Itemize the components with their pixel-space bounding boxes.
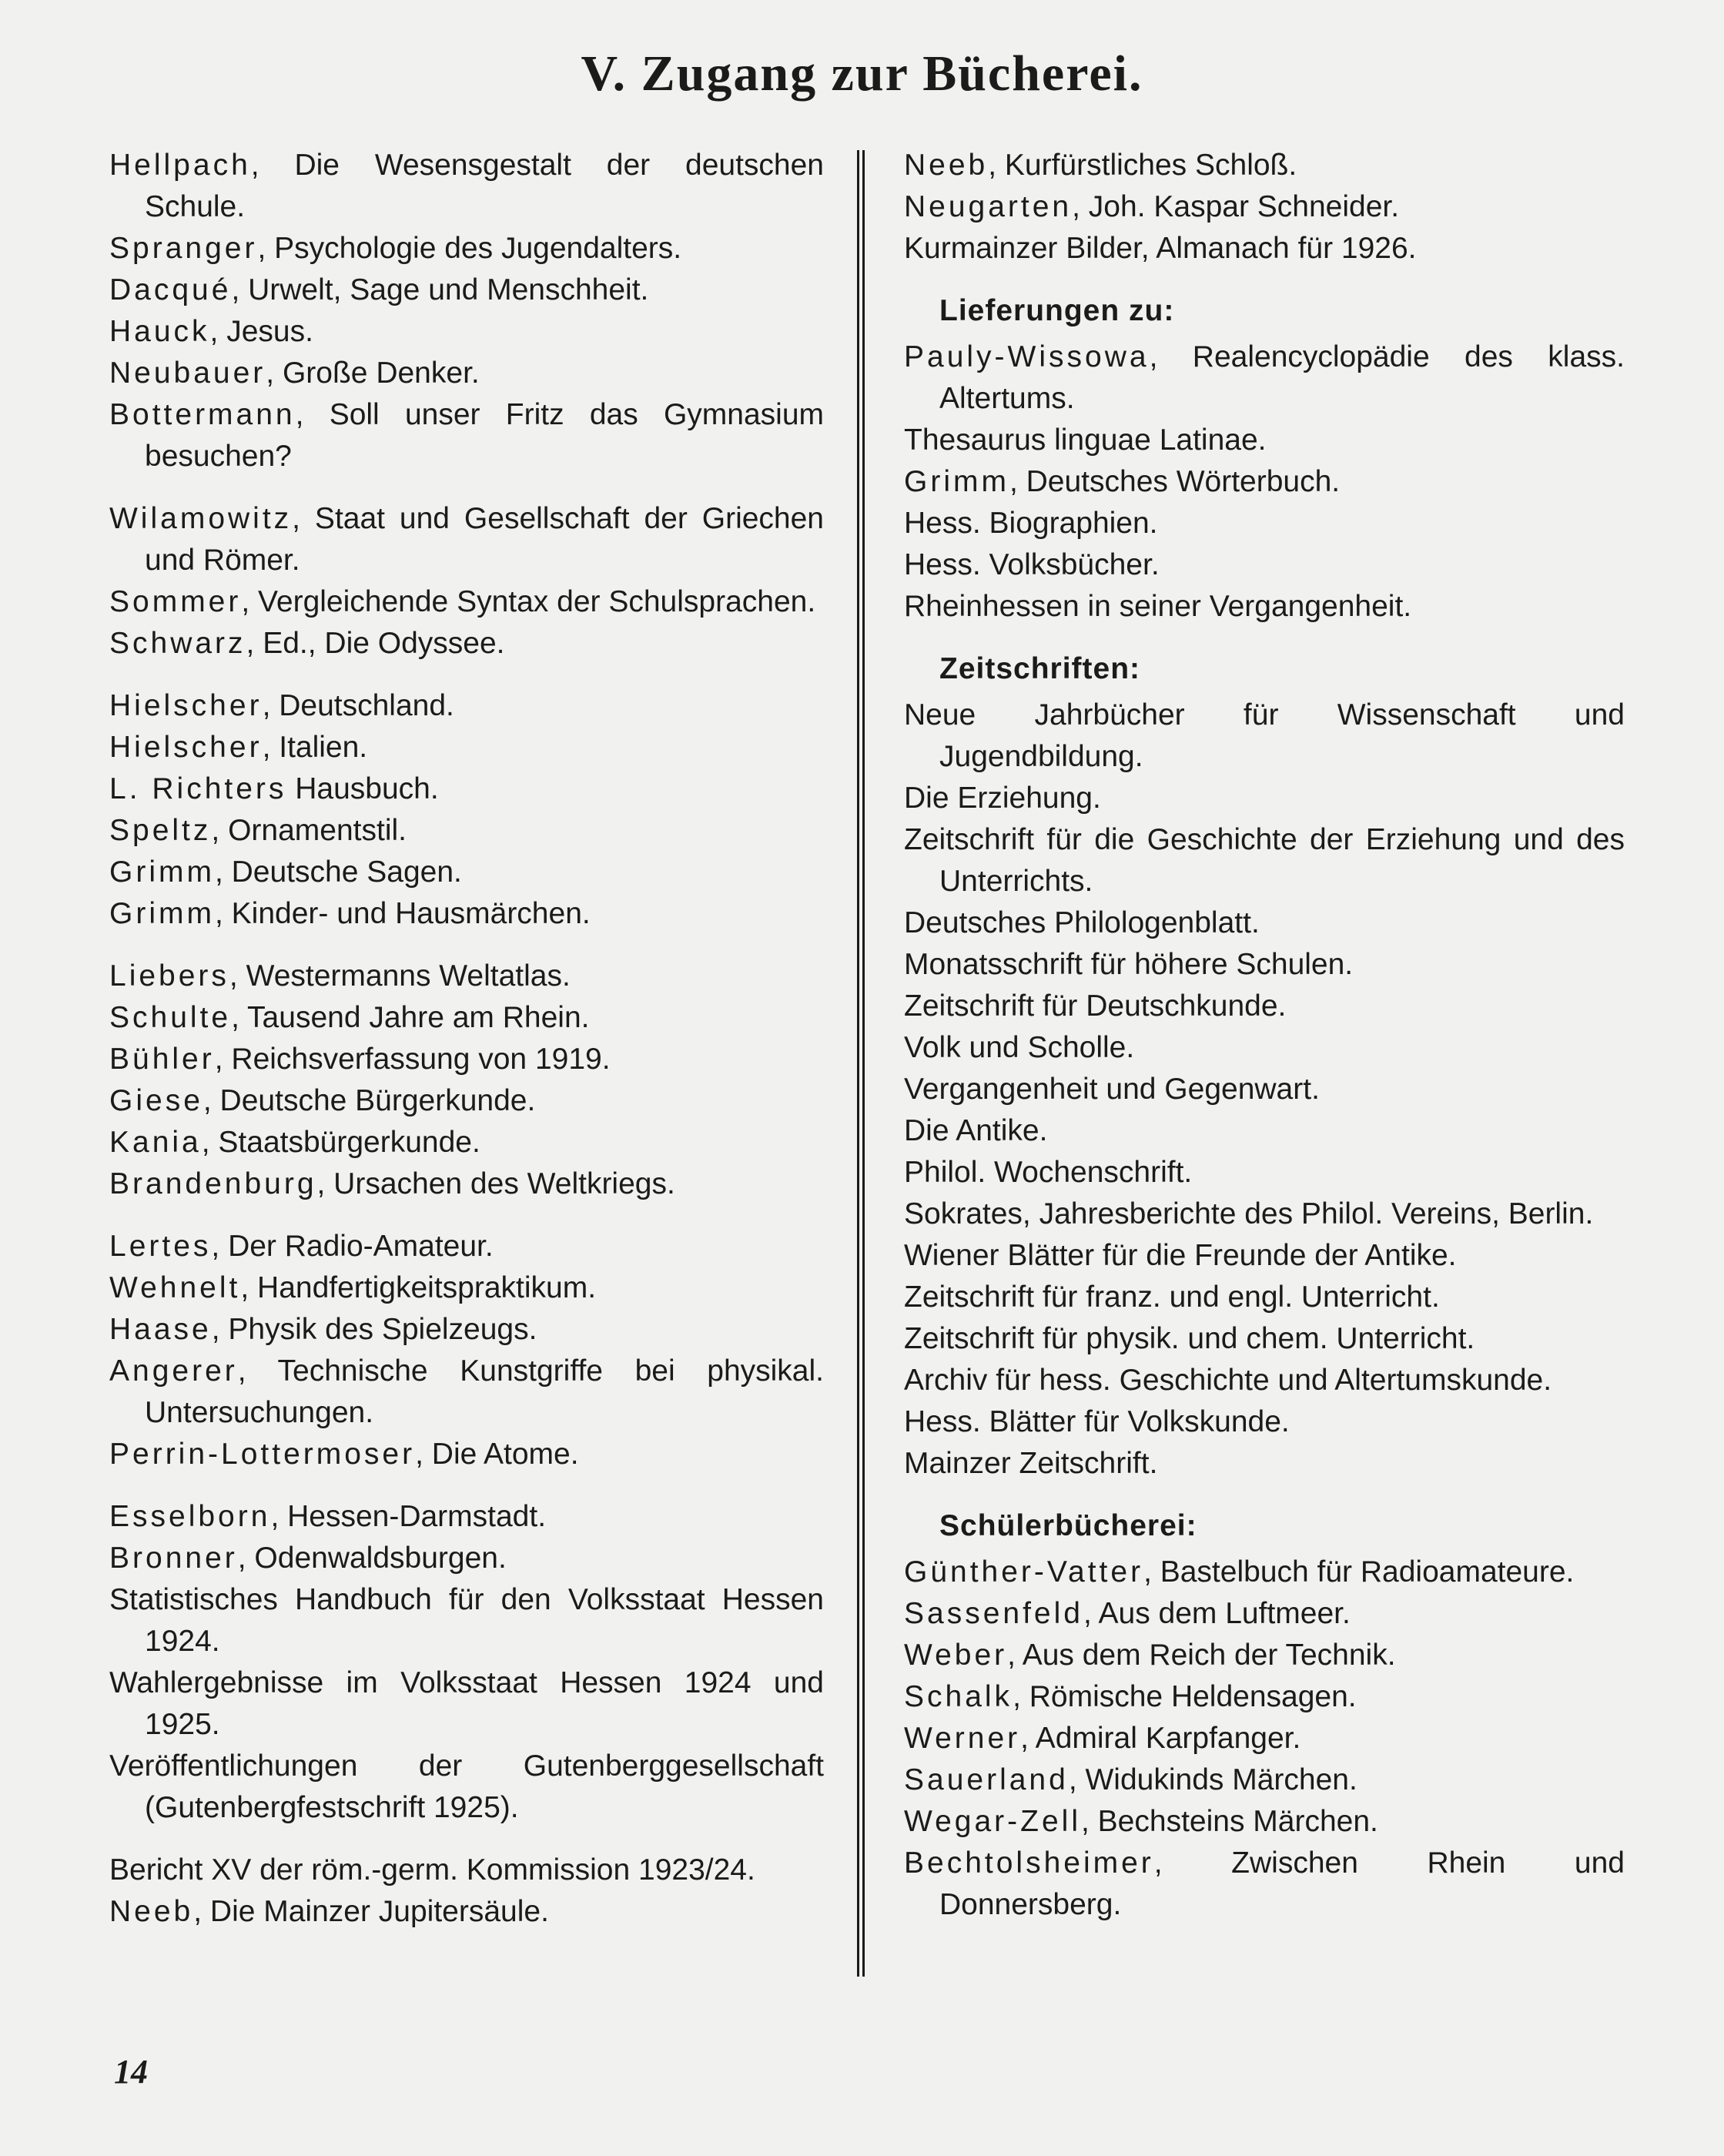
book-entry	[904, 1318, 1625, 1360]
entry-title: , Zwischen Rhein und Donnersberg.	[939, 1846, 1625, 1921]
book-entry	[109, 394, 824, 477]
entry-author: Giese	[109, 1084, 203, 1117]
entry-title: Vergangenheit und Gegenwart.	[904, 1073, 1320, 1106]
entry-author: L. Richters	[109, 772, 287, 805]
entry-title: , Staat und Gesellschaft der Griechen und Römer.	[145, 502, 824, 577]
entry-title: Deutsches Philologenblatt.	[904, 906, 1260, 939]
book-entry	[904, 1759, 1625, 1801]
entry-group	[109, 145, 824, 477]
entry-group	[109, 1226, 824, 1475]
book-entry	[904, 145, 1625, 186]
entry-title: , Aus dem Luftmeer.	[1083, 1597, 1351, 1630]
book-entry	[109, 1267, 824, 1309]
entry-title: , Ursachen des Weltkriegs.	[316, 1167, 675, 1200]
entry-author: Weber	[904, 1639, 1008, 1672]
entry-title: , Bechsteins Märchen.	[1081, 1805, 1378, 1838]
entry-title: Die Antike.	[904, 1114, 1048, 1147]
entry-title: Thesaurus linguae Latinae.	[904, 424, 1267, 457]
entry-author: Wehnelt	[109, 1271, 241, 1304]
entry-title: , Bastelbuch für Radioamateure.	[1143, 1555, 1575, 1589]
entry-title: Sokrates, Jahresberichte des Philol. Vereins, Berlin.	[904, 1197, 1594, 1230]
book-entry	[904, 1027, 1625, 1069]
book-entry	[109, 997, 824, 1039]
book-entry	[904, 1718, 1625, 1759]
book-entry	[109, 956, 824, 997]
entry-title: , Die Atome.	[415, 1438, 579, 1471]
entry-title: Zeitschrift für franz. und engl. Unterricht.	[904, 1281, 1440, 1314]
book-entry	[109, 1538, 824, 1579]
entry-author: Neeb	[904, 149, 989, 182]
entry-title: , Soll unser Fritz das Gymnasium besuchen?	[145, 398, 824, 473]
entry-author: Speltz	[109, 814, 212, 847]
book-entry	[904, 1360, 1625, 1401]
entry-title: , Die Mainzer Jupitersäule.	[193, 1895, 549, 1928]
entry-author: Brandenburg	[109, 1167, 317, 1200]
entry-title: Statistisches Handbuch für den Volksstaat Hessen 1924.	[109, 1583, 824, 1658]
book-entry	[904, 1235, 1625, 1277]
book-entry	[904, 503, 1625, 544]
book-entry	[904, 944, 1625, 986]
entry-title: , Ornamentstil.	[211, 814, 407, 847]
entry-title: , Der Radio-Amateur.	[211, 1230, 494, 1263]
section-lieferungen	[904, 290, 1625, 628]
entry-author: Perrin-Lottermoser	[109, 1438, 416, 1471]
book-entry	[904, 1593, 1625, 1635]
page-title: V. Zugang zur Bücherei.	[581, 45, 1143, 102]
entry-title: , Hessen-Darmstadt.	[270, 1500, 547, 1533]
book-entry	[109, 685, 824, 727]
entry-author: Haase	[109, 1313, 212, 1346]
entry-list	[904, 695, 1625, 1485]
entry-title: Rheinhessen in seiner Vergangenheit.	[904, 590, 1412, 623]
entry-title: , Aus dem Reich der Technik.	[1007, 1639, 1396, 1672]
entry-title: , Admiral Karpfanger.	[1020, 1722, 1301, 1755]
entry-group	[109, 498, 824, 665]
book-entry	[109, 228, 824, 270]
entry-author: Wegar-Zell	[904, 1805, 1081, 1838]
entry-title: Hausbuch.	[286, 772, 439, 805]
book-entry	[109, 893, 824, 935]
section-heading: Lieferungen zu:	[939, 294, 1175, 327]
book-entry	[109, 1351, 824, 1434]
book-entry	[904, 544, 1625, 586]
book-entry	[109, 1226, 824, 1267]
entry-author: Spranger	[109, 232, 258, 265]
book-entry	[109, 1309, 824, 1351]
entry-list	[904, 1552, 1625, 1926]
entry-title: , Odenwaldsburgen.	[237, 1542, 507, 1575]
book-entry	[109, 1122, 824, 1163]
book-entry	[904, 1152, 1625, 1194]
book-entry	[904, 1676, 1625, 1718]
entry-group	[109, 1850, 824, 1933]
entry-author: Werner	[904, 1722, 1021, 1755]
entry-title: Zeitschrift für die Geschichte der Erziehung und des Unterrichts.	[904, 823, 1625, 898]
book-entry	[904, 1401, 1625, 1443]
entry-group	[904, 145, 1625, 270]
entry-title: , Widukinds Märchen.	[1068, 1763, 1357, 1796]
entry-author: Neeb	[109, 1895, 194, 1928]
entry-title: , Jesus.	[209, 315, 313, 348]
book-entry	[904, 1443, 1625, 1485]
book-entry	[109, 1891, 824, 1933]
section-heading: Zeitschriften:	[939, 652, 1141, 685]
entry-title: Zeitschrift für physik. und chem. Unterricht.	[904, 1322, 1475, 1355]
entry-title: , Deutsche Bürgerkunde.	[203, 1084, 536, 1117]
book-entry	[904, 1277, 1625, 1318]
book-entry	[109, 581, 824, 623]
section-zeitschriften	[904, 648, 1625, 1485]
book-entry	[904, 336, 1625, 420]
entry-title: Die Erziehung.	[904, 782, 1101, 815]
entry-title: , Ed., Die Odyssee.	[246, 627, 505, 660]
entry-author: Schwarz	[109, 627, 246, 660]
entry-title: , Kurfürstliches Schloß.	[988, 149, 1297, 182]
entry-author: Neubauer	[109, 357, 266, 390]
entry-author: Grimm	[904, 465, 1009, 498]
entry-author: Schulte	[109, 1001, 232, 1034]
book-entry	[109, 623, 824, 665]
entry-title: Philol. Wochenschrift.	[904, 1156, 1193, 1189]
book-entry	[109, 270, 824, 311]
entry-author: Grimm	[109, 855, 215, 889]
entry-title: , Italien.	[262, 731, 368, 764]
entry-title: , Deutsche Sagen.	[214, 855, 462, 889]
book-entry	[904, 461, 1625, 503]
section-schuelerbuecherei	[904, 1505, 1625, 1926]
entry-author: Hauck	[109, 315, 210, 348]
entry-title: , Physik des Spielzeugs.	[211, 1313, 537, 1346]
book-entry	[109, 727, 824, 768]
book-entry	[109, 852, 824, 893]
book-entry	[109, 810, 824, 852]
column-divider	[857, 150, 865, 1977]
entry-author: Hielscher	[109, 731, 263, 764]
book-entry	[904, 1069, 1625, 1110]
entry-title: , Deutsches Wörterbuch.	[1009, 465, 1341, 498]
entry-author: Pauly-Wissowa	[904, 340, 1150, 373]
entry-title: , Urwelt, Sage und Menschheit.	[231, 273, 649, 306]
book-entry	[904, 1194, 1625, 1235]
book-entry	[904, 186, 1625, 228]
entry-title: Mainzer Zeitschrift.	[904, 1447, 1158, 1480]
entry-title: , Realencyclopädie des klass. Altertums.	[939, 340, 1625, 415]
entry-title: , Große Denker.	[266, 357, 480, 390]
entry-title: Monatsschrift für höhere Schulen.	[904, 948, 1354, 981]
entry-author: Lertes	[109, 1230, 212, 1263]
entry-title: Hess. Biographien.	[904, 507, 1158, 540]
entry-author: Grimm	[109, 897, 215, 930]
entry-title: , Reichsverfassung von 1919.	[214, 1043, 611, 1076]
entry-title: Wiener Blätter für die Freunde der Antike.	[904, 1239, 1457, 1272]
entry-author: Angerer	[109, 1354, 238, 1388]
entry-title: , Römische Heldensagen.	[1013, 1680, 1357, 1713]
entry-author: Schalk	[904, 1680, 1013, 1713]
entry-title: Volk und Scholle.	[904, 1031, 1135, 1064]
entry-title: Hess. Volksbücher.	[904, 548, 1160, 581]
entry-title: , Staatsbürgerkunde.	[201, 1126, 480, 1159]
book-entry	[109, 1746, 824, 1829]
entry-group	[109, 1496, 824, 1829]
entry-author: Bechtolsheimer	[904, 1846, 1154, 1880]
entry-title: , Tausend Jahre am Rhein.	[231, 1001, 590, 1034]
entry-title: Archiv für hess. Geschichte und Altertumskunde.	[904, 1364, 1552, 1397]
book-entry	[904, 586, 1625, 628]
book-entry	[109, 1496, 824, 1538]
book-entry	[904, 1552, 1625, 1593]
entry-author: Dacqué	[109, 273, 232, 306]
entry-author: Kania	[109, 1126, 202, 1159]
entry-title: , Kinder- und Hausmärchen.	[214, 897, 591, 930]
page-number: 14	[114, 2053, 148, 2091]
entry-title: , Deutschland.	[262, 689, 454, 722]
entry-group	[109, 956, 824, 1205]
entry-title: , Westermanns Weltatlas.	[229, 959, 571, 993]
entry-title: Kurmainzer Bilder, Almanach für 1926.	[904, 232, 1417, 265]
entry-author: Günther-Vatter	[904, 1555, 1144, 1589]
book-entry	[109, 353, 824, 394]
entry-author: Bühler	[109, 1043, 215, 1076]
book-entry	[904, 228, 1625, 270]
entry-author: Bronner	[109, 1542, 238, 1575]
right-column	[904, 145, 1625, 1926]
entry-group	[109, 685, 824, 935]
book-entry	[904, 1110, 1625, 1152]
book-entry	[109, 1662, 824, 1746]
entry-title: , Vergleichende Syntax der Schulsprachen.	[241, 585, 816, 618]
entry-author: Esselborn	[109, 1500, 271, 1533]
entry-author: Sauerland	[904, 1763, 1069, 1796]
entry-author: Sommer	[109, 585, 242, 618]
book-entry	[109, 768, 824, 810]
entry-title: Neue Jahrbücher für Wissenschaft und Jugendbildung.	[904, 698, 1625, 773]
entry-title: , Joh. Kaspar Schneider.	[1072, 190, 1400, 223]
book-entry	[904, 819, 1625, 902]
entry-author: Hielscher	[109, 689, 263, 722]
entry-title: Zeitschrift für Deutschkunde.	[904, 989, 1287, 1023]
entry-author: Wilamowitz	[109, 502, 293, 535]
book-entry	[109, 1850, 824, 1891]
book-entry	[109, 145, 824, 228]
book-entry	[904, 420, 1625, 461]
entry-list	[904, 336, 1625, 628]
entry-title: , Psychologie des Jugendalters.	[257, 232, 682, 265]
entry-title: , Technische Kunstgriffe bei physikal. Untersuchungen.	[145, 1354, 824, 1429]
book-entry	[109, 1579, 824, 1662]
book-entry	[904, 1801, 1625, 1843]
entry-title: Hess. Blätter für Volkskunde.	[904, 1405, 1290, 1438]
book-entry	[109, 1163, 824, 1205]
book-entry	[904, 1635, 1625, 1676]
book-entry	[109, 498, 824, 581]
book-entry	[109, 311, 824, 353]
entry-title: Bericht XV der röm.-germ. Kommission 1923/24.	[109, 1853, 755, 1886]
entry-title: Veröffentlichungen der Gutenberggesellschaft (Gutenbergfestschrift 1925).	[109, 1749, 824, 1824]
entry-author: Liebers	[109, 959, 229, 993]
section-heading: Schülerbücherei:	[939, 1509, 1197, 1542]
entry-title: Wahlergebnisse im Volksstaat Hessen 1924 und 1925.	[109, 1666, 824, 1741]
book-entry	[904, 902, 1625, 944]
entry-author: Neugarten	[904, 190, 1073, 223]
book-entry	[109, 1039, 824, 1080]
book-entry	[109, 1434, 824, 1475]
book-entry	[904, 986, 1625, 1027]
entry-author: Bottermann	[109, 398, 296, 431]
entry-title: , Handfertigkeitspraktikum.	[240, 1271, 597, 1304]
book-entry	[904, 695, 1625, 778]
entry-author: Sassenfeld	[904, 1597, 1083, 1630]
entry-title: , Die Wesensgestalt der deutschen Schule.	[145, 149, 824, 223]
book-entry	[109, 1080, 824, 1122]
left-column	[109, 145, 824, 1933]
entry-author: Hellpach	[109, 149, 251, 182]
book-entry	[904, 1843, 1625, 1926]
book-entry	[904, 778, 1625, 819]
